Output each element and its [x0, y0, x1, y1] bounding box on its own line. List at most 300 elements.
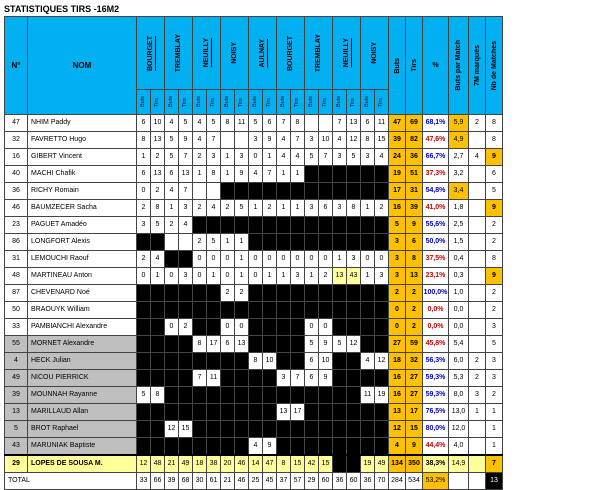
match-cell	[333, 404, 347, 421]
match-cell	[263, 183, 277, 200]
match-cell: 11	[235, 115, 249, 132]
header-sub-sub_tirs	[235, 90, 249, 115]
match-cell: 0	[235, 319, 249, 336]
match-cell	[333, 370, 347, 387]
match-cell: 4	[179, 217, 193, 234]
buts-par-match: 1,0	[449, 285, 469, 302]
pct-value: 76,5%	[423, 404, 449, 421]
match-cell: 13	[179, 166, 193, 183]
match-cell	[319, 285, 333, 302]
match-cell	[221, 438, 235, 456]
match-cell	[305, 115, 319, 132]
player-number: 29	[5, 455, 28, 473]
total-cell: 36	[361, 473, 375, 490]
total-buts: 2	[389, 285, 406, 302]
match-cell	[347, 404, 361, 421]
match-cell	[249, 217, 263, 234]
match-cell	[193, 387, 207, 404]
match-cell: 6	[305, 353, 319, 370]
table-row	[5, 251, 503, 268]
match-cell	[319, 438, 333, 456]
match-cell	[263, 404, 277, 421]
match-cell: 43	[347, 268, 361, 285]
match-cell	[235, 404, 249, 421]
match-cell: 9	[263, 132, 277, 149]
match-cell: 4	[193, 132, 207, 149]
match-cell	[375, 183, 389, 200]
match-cell: 0	[207, 251, 221, 268]
header-match-6	[305, 17, 333, 90]
pct-value: 23,1%	[423, 268, 449, 285]
match-cell	[305, 302, 319, 319]
match-cell: 20	[221, 455, 235, 473]
sevenm-value: 2	[469, 115, 486, 132]
match-cell	[375, 438, 389, 456]
match-cell	[347, 455, 361, 473]
header-sevenm	[469, 17, 486, 115]
match-cell	[249, 404, 263, 421]
match-cell: 8	[221, 115, 235, 132]
match-cell: 0	[291, 251, 305, 268]
match-cell	[263, 217, 277, 234]
match-cell	[249, 234, 263, 251]
match-cell	[277, 387, 291, 404]
match-cell: 0	[221, 251, 235, 268]
match-cell	[375, 370, 389, 387]
nb-matches: 2	[486, 217, 503, 234]
match-cell	[165, 353, 179, 370]
match-cell	[375, 166, 389, 183]
header-label: Tirs	[410, 59, 418, 72]
nb-matches: 1	[486, 421, 503, 438]
header-match-8	[361, 17, 389, 90]
match-cell	[151, 353, 165, 370]
sevenm-value	[469, 302, 486, 319]
match-cell	[207, 421, 221, 438]
match-cell: 7	[319, 149, 333, 166]
match-cell: 11	[361, 387, 375, 404]
header-sub-sub_tirs	[263, 90, 277, 115]
player-name: NHIM Paddy	[28, 115, 137, 132]
header-sub-sub_tirs	[291, 90, 305, 115]
total-buts: 12	[389, 421, 406, 438]
match-cell: 8	[347, 200, 361, 217]
header-sub-sub_buts	[361, 90, 375, 115]
match-cell: 5	[207, 115, 221, 132]
pct-value: 50,0%	[423, 234, 449, 251]
sevenm-value: 3	[469, 387, 486, 404]
total-tirs: 36	[406, 149, 423, 166]
match-cell: 3	[249, 132, 263, 149]
header-match-1	[165, 17, 193, 90]
player-name: FAVRETTO Hugo	[28, 132, 137, 149]
match-cell	[263, 319, 277, 336]
match-cell	[277, 183, 291, 200]
player-number: 43	[5, 438, 28, 456]
match-cell: 0	[277, 251, 291, 268]
match-cell: 15	[375, 132, 389, 149]
match-cell	[291, 387, 305, 404]
match-cell	[277, 285, 291, 302]
total-cell: 70	[375, 473, 389, 490]
total-buts: 134	[389, 455, 406, 473]
player-name: BROT Raphael	[28, 421, 137, 438]
match-cell	[333, 285, 347, 302]
sub-label: Buts	[168, 96, 174, 108]
match-cell	[137, 234, 151, 251]
match-cell	[333, 302, 347, 319]
match-cell: 1	[361, 268, 375, 285]
header-pct	[423, 17, 449, 115]
match-cell	[179, 285, 193, 302]
table-row	[5, 115, 503, 132]
nb-matches: 2	[486, 285, 503, 302]
total-row	[5, 473, 503, 490]
total-buts: 16	[389, 370, 406, 387]
match-cell: 2	[193, 200, 207, 217]
match-cell: 0	[193, 268, 207, 285]
table-row	[5, 421, 503, 438]
match-cell: 8	[193, 336, 207, 353]
match-cell: 13	[333, 268, 347, 285]
match-cell: 6	[319, 200, 333, 217]
match-cell	[319, 115, 333, 132]
match-cell: 2	[221, 285, 235, 302]
total-buts: 19	[389, 166, 406, 183]
match-cell	[319, 302, 333, 319]
match-cell	[207, 285, 221, 302]
match-cell	[333, 421, 347, 438]
match-cell	[249, 285, 263, 302]
header-sub-sub_tirs	[207, 90, 221, 115]
match-cell	[305, 217, 319, 234]
match-cell	[305, 234, 319, 251]
match-cell: 12	[165, 421, 179, 438]
match-cell	[235, 353, 249, 370]
match-cell: 38	[207, 455, 221, 473]
header-match-0	[137, 17, 165, 90]
player-number: 32	[5, 132, 28, 149]
player-number: 40	[5, 166, 28, 183]
player-number: 87	[5, 285, 28, 302]
header-match-4	[249, 17, 277, 90]
buts-par-match: 8,0	[449, 387, 469, 404]
match-cell	[151, 319, 165, 336]
buts-par-match: 0,0	[449, 302, 469, 319]
match-cell	[277, 438, 291, 456]
match-cell: 7	[333, 115, 347, 132]
match-cell: 3	[361, 149, 375, 166]
sevenm-value	[469, 183, 486, 200]
sub-label: Tirs	[350, 97, 356, 107]
match-cell	[137, 302, 151, 319]
match-cell: 0	[263, 251, 277, 268]
table-row	[5, 149, 503, 166]
match-cell: 12	[375, 353, 389, 370]
player-name: LEMOUCHI Raouf	[28, 251, 137, 268]
total-buts: 0	[389, 319, 406, 336]
match-cell	[221, 132, 235, 149]
match-cell: 7	[263, 166, 277, 183]
match-cell	[291, 302, 305, 319]
match-cell	[151, 234, 165, 251]
header-sub-sub_buts	[249, 90, 263, 115]
match-cell: 49	[179, 455, 193, 473]
pct-value: 100,0%	[423, 285, 449, 302]
buts-par-match: 2,7	[449, 149, 469, 166]
match-cell: 8	[207, 166, 221, 183]
total-tirs: 32	[406, 353, 423, 370]
match-cell	[165, 370, 179, 387]
match-cell	[235, 183, 249, 200]
sub-label: Buts	[336, 96, 342, 108]
match-cell: 0	[249, 251, 263, 268]
match-cell: 13	[277, 404, 291, 421]
player-number: 23	[5, 217, 28, 234]
match-cell	[235, 370, 249, 387]
match-cell	[333, 387, 347, 404]
player-name: LOPES DE SOUSA M.	[28, 455, 137, 473]
match-cell	[221, 404, 235, 421]
table-row	[5, 387, 503, 404]
match-cell	[151, 336, 165, 353]
match-cell: 2	[151, 183, 165, 200]
player-name: CHEVENARD Noé	[28, 285, 137, 302]
match-cell	[249, 302, 263, 319]
sub-label: Buts	[280, 96, 286, 108]
match-cell	[249, 370, 263, 387]
match-cell	[375, 234, 389, 251]
sub-label: Buts	[224, 96, 230, 108]
match-cell	[179, 370, 193, 387]
match-cell	[207, 404, 221, 421]
total-tirs: 2	[406, 285, 423, 302]
match-cell: 1	[207, 268, 221, 285]
player-number: 31	[5, 251, 28, 268]
match-cell: 7	[277, 115, 291, 132]
match-cell: 10	[151, 115, 165, 132]
sevenm-value	[469, 336, 486, 353]
match-cell	[277, 353, 291, 370]
match-cell: 1	[277, 166, 291, 183]
match-cell: 3	[291, 268, 305, 285]
match-cell	[151, 404, 165, 421]
match-cell	[347, 234, 361, 251]
match-cell	[361, 183, 375, 200]
pct-value: 0,0%	[423, 302, 449, 319]
player-name: HECK Julian	[28, 353, 137, 370]
match-cell	[375, 302, 389, 319]
match-cell: 8	[249, 353, 263, 370]
buts-par-match: 12,0	[449, 421, 469, 438]
total-tirs: 15	[406, 421, 423, 438]
sub-label: Buts	[140, 96, 146, 108]
match-cell	[151, 285, 165, 302]
match-cell	[221, 183, 235, 200]
match-cell: 8	[137, 132, 151, 149]
sub-label: Buts	[308, 96, 314, 108]
match-cell: 3	[207, 149, 221, 166]
header-tirs	[406, 17, 423, 115]
match-cell: 1	[151, 268, 165, 285]
player-name: MARTINEAU Anton	[28, 268, 137, 285]
total-tirs: 27	[406, 387, 423, 404]
sevenm-value: 2	[469, 370, 486, 387]
match-cell: 4	[291, 149, 305, 166]
nb-matches: 8	[486, 115, 503, 132]
header-sub-sub_tirs	[179, 90, 193, 115]
pct-value: 45,8%	[423, 336, 449, 353]
header-label: %	[432, 61, 439, 69]
total-tirs: 350	[406, 455, 423, 473]
nb-matches: 9	[486, 200, 503, 217]
match-cell	[333, 217, 347, 234]
match-cell: 1	[137, 149, 151, 166]
match-cell: 1	[235, 234, 249, 251]
header-sub-sub_tirs	[347, 90, 361, 115]
match-cell	[221, 302, 235, 319]
match-cell: 3	[179, 200, 193, 217]
sevenm-value	[469, 132, 486, 149]
match-cell	[137, 421, 151, 438]
match-cell: 1	[361, 200, 375, 217]
total-cell: 33	[137, 473, 151, 490]
match-cell	[263, 285, 277, 302]
header-label: 7M marqués	[473, 45, 481, 86]
nb-matches: 2	[486, 387, 503, 404]
match-cell: 5	[333, 336, 347, 353]
match-cell	[333, 319, 347, 336]
match-cell: 12	[347, 336, 361, 353]
match-cell: 1	[263, 268, 277, 285]
player-number: 13	[5, 404, 28, 421]
match-cell	[291, 353, 305, 370]
match-cell: 7	[179, 149, 193, 166]
match-cell	[207, 302, 221, 319]
match-cell: 8	[361, 132, 375, 149]
player-number: 55	[5, 336, 28, 353]
match-cell: 9	[319, 370, 333, 387]
match-cell: 21	[165, 455, 179, 473]
pct-value: 55,6%	[423, 217, 449, 234]
buts-par-match: 2,5	[449, 217, 469, 234]
match-cell	[347, 387, 361, 404]
match-cell	[249, 387, 263, 404]
match-cell	[375, 336, 389, 353]
pct-value: 47,6%	[423, 132, 449, 149]
match-cell	[347, 217, 361, 234]
match-cell	[319, 183, 333, 200]
match-cell: 11	[207, 370, 221, 387]
match-cell: 2	[235, 285, 249, 302]
match-cell	[361, 336, 375, 353]
match-cell: 1	[235, 268, 249, 285]
buts-par-match: 4,0	[449, 438, 469, 456]
match-cell: 1	[221, 149, 235, 166]
sheet-title: STATISTIQUES TIRS -16M2	[4, 4, 120, 14]
match-cell: 4	[249, 438, 263, 456]
match-cell: 1	[193, 166, 207, 183]
player-number: 50	[5, 302, 28, 319]
match-cell	[319, 404, 333, 421]
match-cell	[319, 217, 333, 234]
match-cell	[375, 404, 389, 421]
match-cell: 13	[347, 115, 361, 132]
player-name: BAUMZECER Sacha	[28, 200, 137, 217]
match-cell	[361, 285, 375, 302]
total-cell: 30	[193, 473, 207, 490]
header-num: N°	[5, 17, 28, 115]
header-label: Nb de Matches	[490, 40, 498, 91]
match-cell	[333, 353, 347, 370]
total-tirs: 51	[406, 166, 423, 183]
match-cell: 2	[165, 217, 179, 234]
sevenm-value	[469, 285, 486, 302]
match-cell: 6	[305, 370, 319, 387]
buts-par-match: 14,9	[449, 455, 469, 473]
match-cell	[375, 285, 389, 302]
nb-matches: 3	[486, 370, 503, 387]
match-cell: 9	[235, 166, 249, 183]
match-cell: 8	[151, 387, 165, 404]
match-cell	[193, 319, 207, 336]
match-cell: 1	[291, 200, 305, 217]
match-cell	[137, 319, 151, 336]
player-name: GIBERT Vincent	[28, 149, 137, 166]
total-cell: 37	[277, 473, 291, 490]
match-cell	[291, 319, 305, 336]
total-tirs: 82	[406, 132, 423, 149]
match-cell	[151, 302, 165, 319]
total-cell: 45	[263, 473, 277, 490]
match-cell: 6	[137, 166, 151, 183]
total-buts: 16	[389, 387, 406, 404]
nb-matches: 1	[486, 438, 503, 456]
match-cell	[347, 166, 361, 183]
total-tirs: 534	[406, 473, 423, 490]
match-cell	[347, 183, 361, 200]
match-cell: 2	[137, 251, 151, 268]
match-cell	[263, 421, 277, 438]
pct-value: 38,3%	[423, 455, 449, 473]
sub-label: Tirs	[154, 97, 160, 107]
pct-value: 66,7%	[423, 149, 449, 166]
match-cell: 3	[305, 200, 319, 217]
match-cell	[221, 217, 235, 234]
match-cell: 2	[193, 149, 207, 166]
total-nbm: 13	[486, 473, 503, 490]
match-cell: 12	[347, 132, 361, 149]
total-pct: 53,2%	[423, 473, 449, 490]
match-cell: 4	[165, 183, 179, 200]
pct-value: 37,3%	[423, 166, 449, 183]
match-cell	[235, 302, 249, 319]
match-cell: 0	[249, 268, 263, 285]
sevenm-value: 2	[469, 353, 486, 370]
match-cell	[263, 387, 277, 404]
match-cell	[249, 183, 263, 200]
match-cell: 3	[333, 149, 347, 166]
match-cell	[305, 421, 319, 438]
match-cell: 5	[165, 132, 179, 149]
match-cell: 3	[277, 370, 291, 387]
match-cell: 5	[137, 387, 151, 404]
header-match-7	[333, 17, 361, 90]
pct-value: 59,3%	[423, 387, 449, 404]
match-cell: 6	[221, 336, 235, 353]
total-cell: 39	[165, 473, 179, 490]
match-cell	[151, 421, 165, 438]
